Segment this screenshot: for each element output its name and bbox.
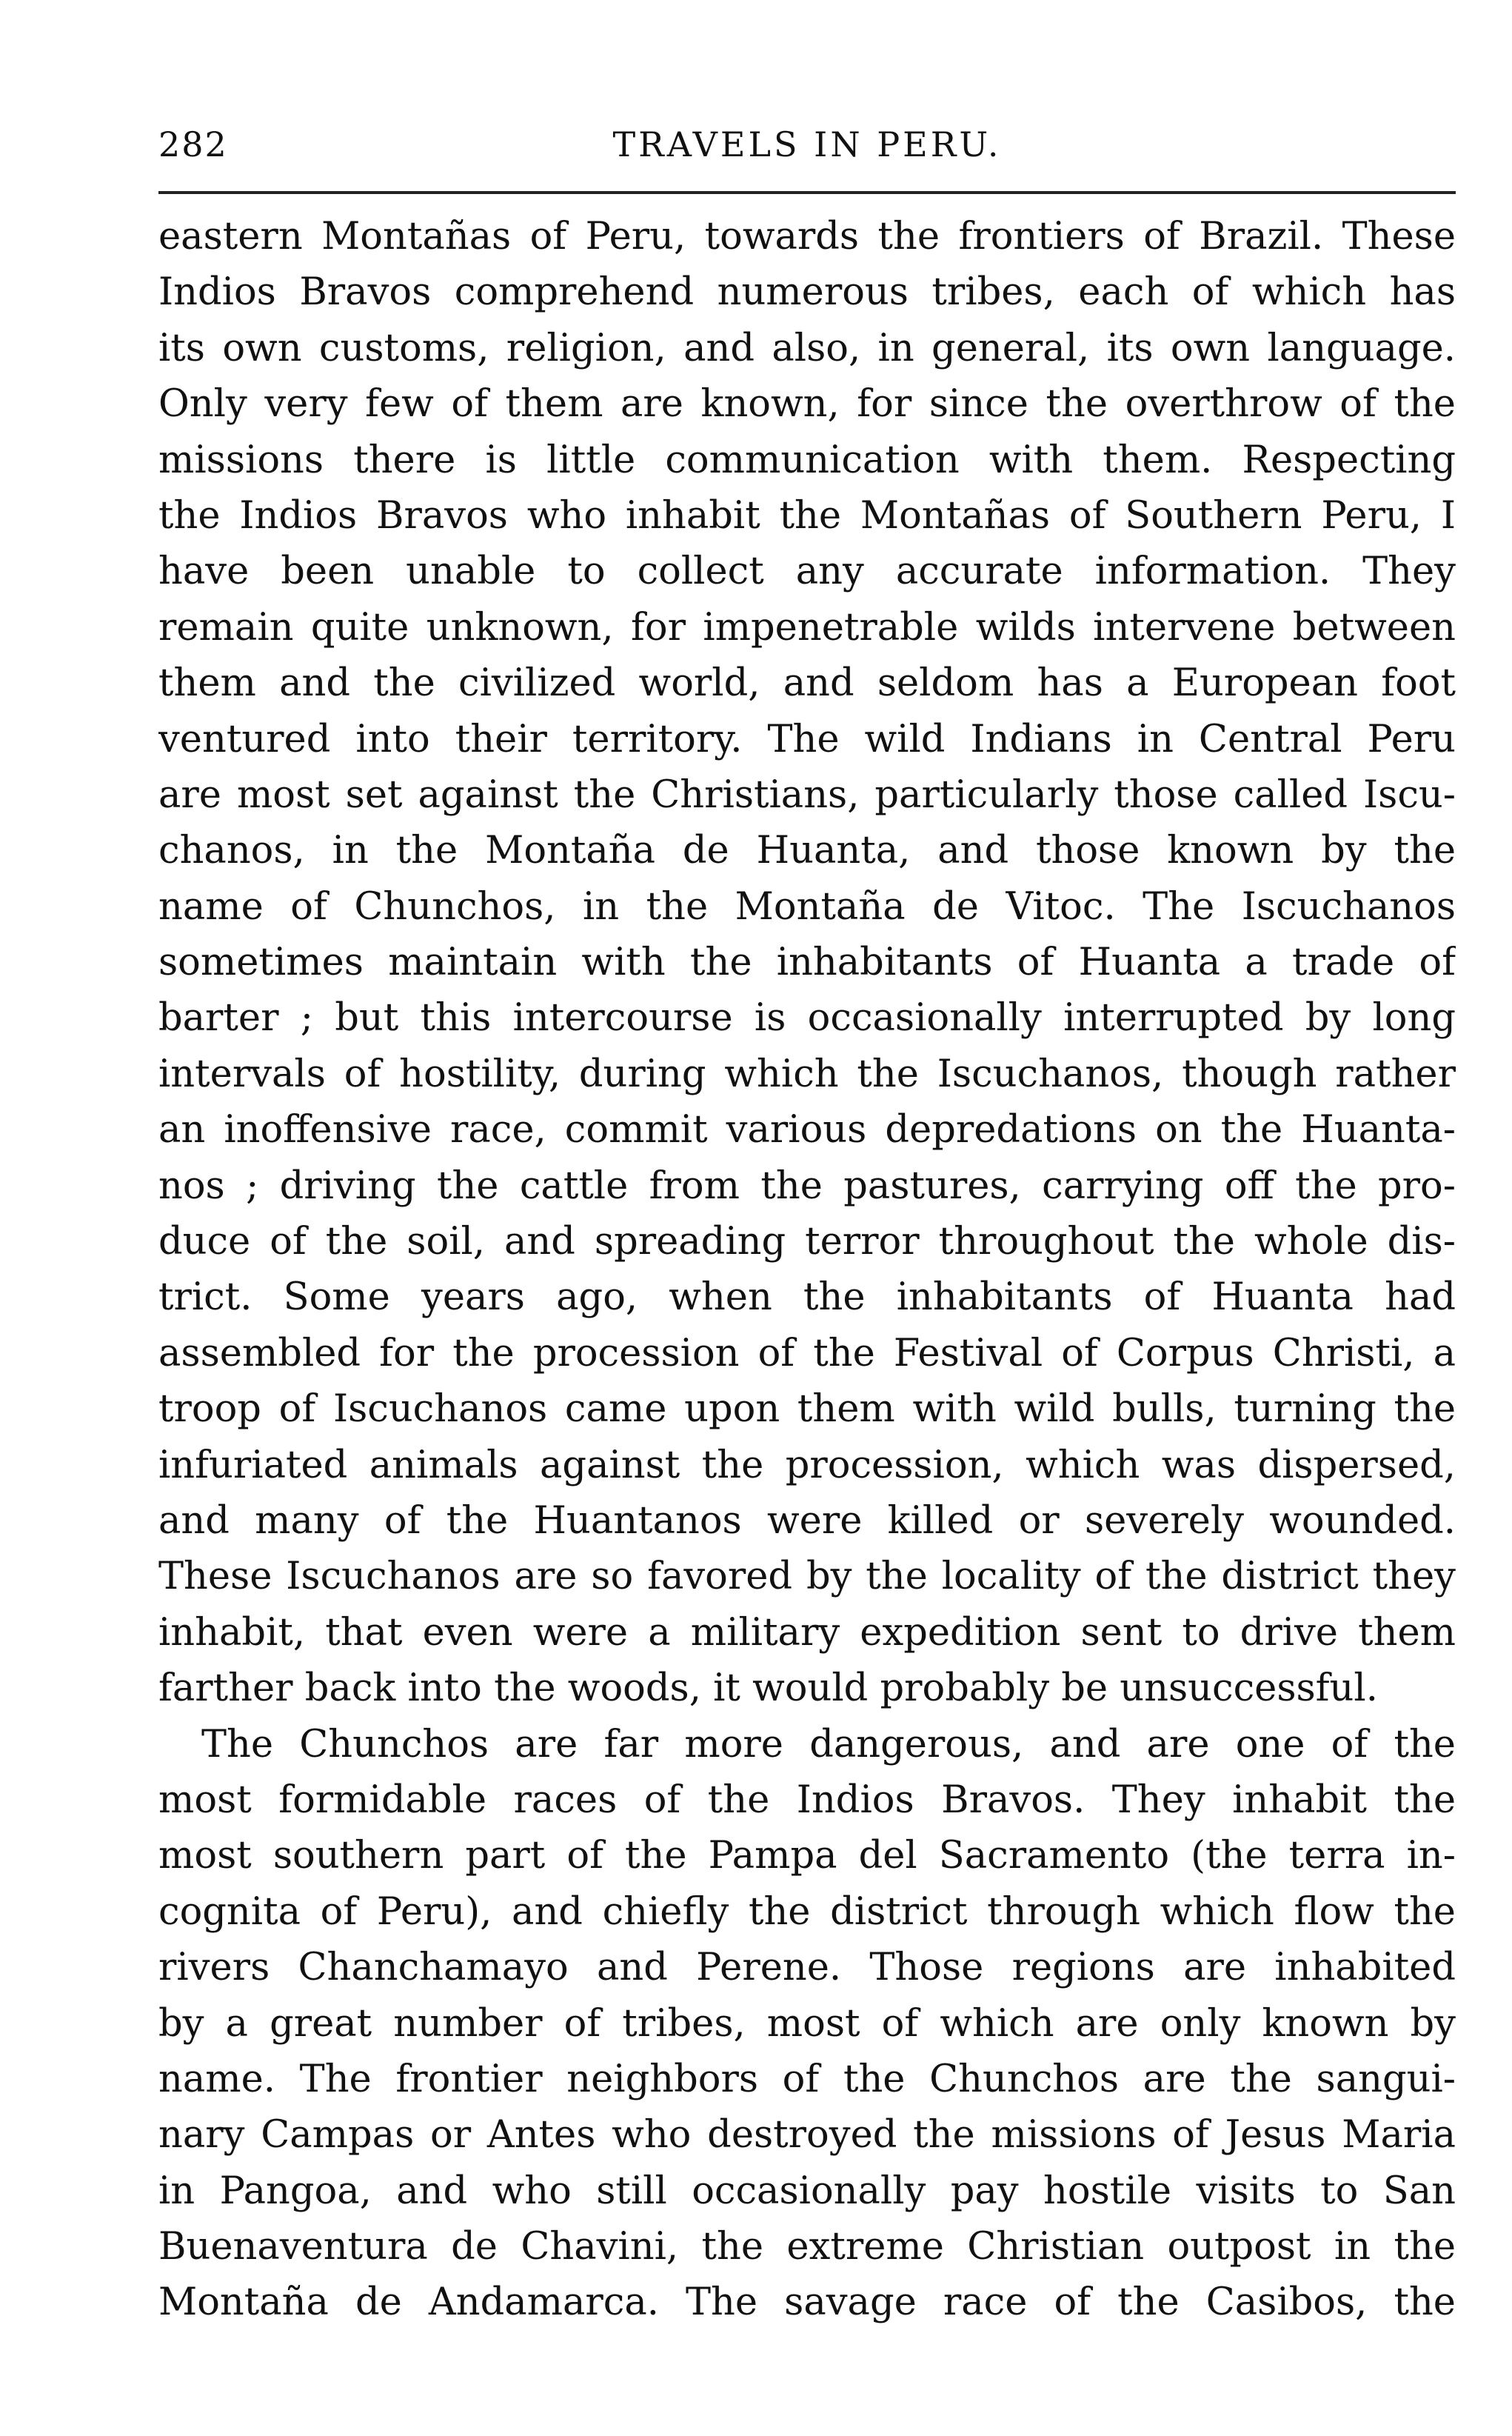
text-line: These Iscuchanos are so favored by the locality of the district they <box>158 1555 1456 1599</box>
text-line: Montaña de Andamarca. The savage race of the Casibos, the <box>158 2280 1456 2325</box>
running-title: TRAVELS IN PERU. <box>612 124 1002 164</box>
text-line: eastern Montañas of Peru, towards the frontiers of Brazil. These <box>158 215 1456 258</box>
text-line: are most set against the Christians, particularly those called Iscu- <box>158 772 1456 817</box>
text-line: duce of the soil, and spreading terror throughout the whole dis- <box>158 1220 1456 1264</box>
text-line: by a great number of tribes, most of which are only known by <box>158 2001 1456 2046</box>
text-line: nos ; driving the cattle from the pastures, carrying off the pro- <box>158 1164 1456 1208</box>
text-line: chanos, in the Montaña de Huanta, and those known by the <box>158 829 1456 873</box>
body-text <box>158 209 1456 2331</box>
text-line: intervals of hostility, during which the Iscuchanos, though rather <box>158 1052 1456 1096</box>
text-line: in Pangoa, and who still occasionally pay hostile visits to San <box>158 2169 1456 2213</box>
page-header <box>158 124 1456 176</box>
text-line: farther back into the woods, it would probably be unsuccessful. <box>158 1666 1378 1711</box>
text-line: the Indios Bravos who inhabit the Montañas of Southern Peru, I <box>158 493 1456 538</box>
text-line: sometimes maintain with the inhabitants of Huanta a trade of <box>158 941 1456 985</box>
text-line: remain quite unknown, for impenetrable wilds intervene between <box>158 605 1456 650</box>
text-line: inhabit, that even were a military expedition sent to drive them <box>158 1610 1456 1655</box>
text-line: them and the civilized world, and seldom has a European foot <box>158 661 1456 706</box>
text-line: troop of Iscuchanos came upon them with wild bulls, turning the <box>158 1387 1456 1432</box>
text-line: rivers Chanchamayo and Perene. Those regions are inhabited <box>158 1946 1456 1990</box>
paragraph-2 <box>158 1717 1456 2331</box>
text-line: name. The frontier neighbors of the Chunchos are the sangui- <box>158 2057 1456 2101</box>
text-line: most southern part of the Pampa del Sacramento (the terra in- <box>158 1834 1456 1878</box>
text-line: have been unable to collect any accurate information. They <box>158 550 1456 594</box>
header-rule <box>158 191 1456 194</box>
text-line: The Chunchos are far more dangerous, and are one of the <box>201 1722 1456 1766</box>
text-line: trict. Some years ago, when the inhabitants of Huanta had <box>158 1275 1456 1320</box>
text-line: an inoffensive race, commit various depredations on the Huanta- <box>158 1108 1456 1152</box>
text-line: its own customs, religion, and also, in general, its own language. <box>158 326 1456 370</box>
text-line: name of Chunchos, in the Montaña de Vitoc. The Iscuchanos <box>158 884 1456 929</box>
text-line: ventured into their territory. The wild Indians in Central Peru <box>158 717 1456 761</box>
text-line: most formidable races of the Indios Bravos. They inhabit the <box>158 1778 1456 1822</box>
text-line: and many of the Huantanos were killed or severely wounded. <box>158 1498 1456 1543</box>
text-line: Only very few of them are known, for since the overthrow of the <box>158 382 1456 427</box>
text-line: barter ; but this intercourse is occasionally interrupted by long <box>158 996 1456 1041</box>
paragraph-1 <box>158 209 1456 1717</box>
text-line: missions there is little communication with them. Respecting <box>158 438 1456 482</box>
text-line: infuriated animals against the procession, which was dispersed, <box>158 1443 1456 1487</box>
text-line: cognita of Peru), and chiefly the district through which flow the <box>158 1889 1456 1934</box>
text-line: Buenaventura de Chavini, the extreme Christian outpost in the <box>158 2225 1456 2269</box>
text-line: nary Campas or Antes who destroyed the missions of Jesus Maria <box>158 2113 1456 2158</box>
text-line: Indios Bravos comprehend numerous tribes, each of which has <box>158 270 1456 315</box>
page-number: 282 <box>158 124 228 164</box>
text-line: assembled for the procession of the Festival of Corpus Christi, a <box>158 1331 1456 1375</box>
